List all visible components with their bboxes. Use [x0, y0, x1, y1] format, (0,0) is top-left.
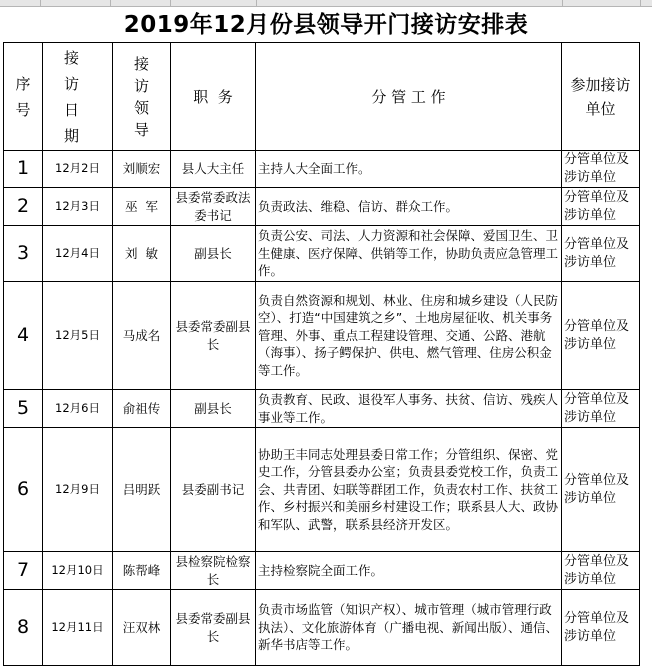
- row-seq: 2: [4, 188, 43, 226]
- row-work: 主持人大全面工作。: [256, 151, 562, 188]
- row-position: 县检察院检察长: [171, 552, 256, 590]
- row-leader: 吕明跃: [113, 428, 171, 552]
- row-unit: 分管单位及涉访单位: [562, 188, 640, 226]
- row-position: 县委常委副县长: [171, 590, 256, 666]
- row-unit: 分管单位及涉访单位: [562, 428, 640, 552]
- header-unit: 参加接访单位: [562, 43, 640, 151]
- table-row: [4, 590, 640, 666]
- row-work: 负责自然资源和规划、林业、住房和城乡建设（人民防空）、打造“中国建筑之乡”、土地房屋征收、机关事务管理、外事、重点工程建设管理、交通、公路、港航（海事）、扬子鳄保护、供电、燃气管理、住房公积金等工作。: [256, 282, 562, 390]
- row-position: 县人大主任: [171, 151, 256, 188]
- row-position: 副县长: [171, 390, 256, 428]
- header-leader: 接访领导: [113, 43, 171, 151]
- row-unit: 分管单位及涉访单位: [562, 226, 640, 282]
- row-date: 12月9日: [43, 428, 113, 552]
- row-position: 县委副书记: [171, 428, 256, 552]
- row-work: 主持检察院全面工作。: [256, 552, 562, 590]
- row-work: 负责教育、民政、退役军人事务、扶贫、信访、残疾人事业等工作。: [256, 390, 562, 428]
- row-leader: 巫 军: [113, 188, 171, 226]
- row-leader: 俞祖传: [113, 390, 171, 428]
- table-row: [4, 188, 640, 226]
- page-title: 2019年12月份县领导开门接访安排表: [123, 12, 529, 38]
- table-row: [4, 282, 640, 390]
- header-seq: 序号: [4, 43, 43, 151]
- row-date: 12月5日: [43, 282, 113, 390]
- row-leader: 汪双林: [113, 590, 171, 666]
- row-unit: 分管单位及涉访单位: [562, 552, 640, 590]
- row-seq: 6: [4, 428, 43, 552]
- row-date: 12月6日: [43, 390, 113, 428]
- header-position: 职 务: [171, 43, 256, 151]
- row-work: 负责公安、司法、人力资源和社会保障、爱国卫生、卫生健康、医疗保障、供销等工作，协助负责应急管理工作。: [256, 226, 562, 282]
- row-work: 负责政法、维稳、信访、群众工作。: [256, 188, 562, 226]
- row-position: 副县长: [171, 226, 256, 282]
- row-seq: 7: [4, 552, 43, 590]
- row-date: 12月4日: [43, 226, 113, 282]
- row-date: 12月3日: [43, 188, 113, 226]
- table-row: [4, 151, 640, 188]
- row-work: 协助王丰同志处理县委日常工作；分管组织、保密、党史工作，分管县委办公室；负责县委党校工作，负责工会、共青团、妇联等群团工作，负责农村工作、扶贫工作、乡村振兴和美丽乡村建设工作；联系县人大、政协和军队、武警，联系县经济开发区。: [256, 428, 562, 552]
- header-date: 接访日期: [43, 43, 113, 151]
- row-seq: 5: [4, 390, 43, 428]
- row-unit: 分管单位及涉访单位: [562, 390, 640, 428]
- table-row: [4, 226, 640, 282]
- row-leader: 刘 敏: [113, 226, 171, 282]
- table-row: [4, 428, 640, 552]
- row-unit: 分管单位及涉访单位: [562, 151, 640, 188]
- row-seq: 3: [4, 226, 43, 282]
- row-leader: 陈帮峰: [113, 552, 171, 590]
- row-position: 县委常委副县长: [171, 282, 256, 390]
- table-row: [4, 552, 640, 590]
- row-date: 12月11日: [43, 590, 113, 666]
- row-leader: 刘顺宏: [113, 151, 171, 188]
- row-position: 县委常委政法委书记: [171, 188, 256, 226]
- row-work: 负责市场监管（知识产权）、城市管理（城市管理行政执法）、文化旅游体育（广播电视、新闻出版）、通信、新华书店等工作。: [256, 590, 562, 666]
- row-unit: 分管单位及涉访单位: [562, 590, 640, 666]
- row-unit: 分管单位及涉访单位: [562, 282, 640, 390]
- schedule-table: [3, 42, 640, 666]
- row-seq: 4: [4, 282, 43, 390]
- row-date: 12月2日: [43, 151, 113, 188]
- header-work: 分 管 工 作: [256, 43, 562, 151]
- row-leader: 马成名: [113, 282, 171, 390]
- header-row: [4, 43, 640, 151]
- row-seq: 8: [4, 590, 43, 666]
- row-date: 12月10日: [43, 552, 113, 590]
- row-seq: 1: [4, 151, 43, 188]
- table-row: [4, 390, 640, 428]
